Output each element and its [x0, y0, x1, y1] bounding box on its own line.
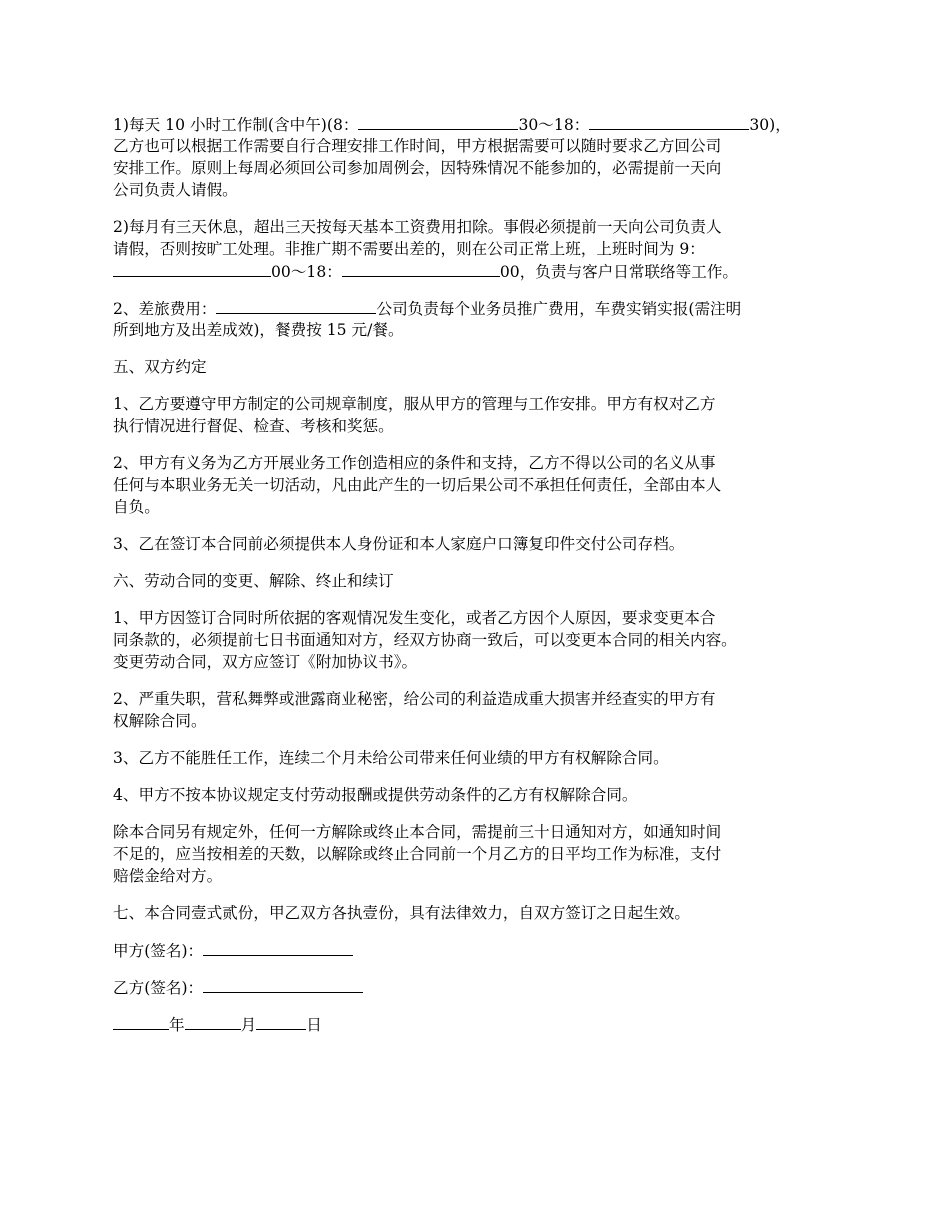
signature-field[interactable]: [203, 939, 353, 956]
text-line: 1、乙方要遵守甲方制定的公司规章制度，服从甲方的管理与工作安排。甲方有权对乙方: [113, 395, 716, 413]
day-label: 日: [306, 1016, 322, 1034]
text-segment: 2、差旅费用：: [113, 300, 217, 318]
year-field[interactable]: [113, 1013, 169, 1030]
text-line: 3、乙在签订本合同前必须提供本人身份证和本人家庭户口簿复印件交付公司存档。: [113, 535, 685, 553]
signature-label: 乙方(签名)：: [113, 979, 204, 997]
text-segment: 00，负责与客户日常联络等工作。: [499, 263, 739, 281]
fill-in-blank[interactable]: [113, 260, 271, 277]
fill-in-blank[interactable]: [216, 297, 376, 314]
heading-text: 五、双方约定: [113, 358, 207, 376]
fill-in-blank[interactable]: [342, 260, 500, 277]
text-segment: 30)，: [749, 116, 791, 134]
signature-field[interactable]: [203, 976, 363, 993]
text-line: 同条款的，必须提前七日书面通知对方，经双方协商一致后，可以变更本合同的相关内容。: [113, 631, 737, 649]
text-line: 2)每月有三天休息，超出三天按每天基本工资费用扣除。事假必须提前一天向公司负责人: [113, 218, 722, 236]
document-page: [113, 113, 853, 1050]
signature-party-b: [113, 976, 853, 998]
heading-text: 七、本合同壹式贰份，甲乙双方各执壹份，具有法律效力，自双方签订之日起生效。: [113, 904, 690, 922]
text-line: 安排工作。原则上每周必须回公司参加周例会，因特殊情况不能参加的，必需提前一天向: [113, 159, 722, 177]
fill-in-blank[interactable]: [589, 113, 749, 130]
text-line: 2、甲方有义务为乙方开展业务工作创造相应的条件和支持，乙方不得以公司的名义从事: [113, 454, 716, 472]
text-line: 任何与本职业务无关一切活动，凡由此产生的一切后果公司不承担任何责任，全部由本人: [113, 476, 722, 494]
text-line: 除本合同另有规定外，任何一方解除或终止本合同，需提前三十日通知对方，如通知时间: [113, 823, 722, 841]
heading-text: 六、劳动合同的变更、解除、终止和续订: [113, 572, 394, 590]
text-line: 乙方也可以根据工作需要自行合理安排工作时间，甲方根据需要可以随时要求乙方回公司: [113, 137, 722, 155]
section-heading-5: [113, 356, 853, 378]
paragraph-contract-change: [113, 607, 853, 673]
text-line: 1、甲方因签订合同时所依据的客观情况发生变化，或者乙方因个人原因，要求变更本合: [113, 609, 716, 627]
fill-in-blank[interactable]: [358, 113, 518, 130]
text-line: [113, 297, 853, 319]
year-label: 年: [169, 1016, 185, 1034]
text-line: [113, 113, 853, 135]
text-line: 赔偿金给对方。: [113, 867, 223, 885]
paragraph-misconduct: [113, 688, 853, 732]
text-line: [113, 1013, 853, 1035]
text-line: 4、甲方不按本协议规定支付劳动报酬或提供劳动条件的乙方有权解除合同。: [113, 786, 638, 804]
section-heading-7: [113, 902, 853, 924]
text-line: [113, 976, 853, 998]
paragraph-travel-expenses: [113, 297, 853, 341]
paragraph-rest-days: [113, 216, 853, 282]
day-field[interactable]: [256, 1013, 306, 1030]
text-segment: 00～18：: [271, 263, 342, 281]
paragraph-notice-period: [113, 821, 853, 887]
text-segment: 公司负责每个业务员推广费用，车费实销实报(需注明: [376, 300, 742, 318]
text-line: [113, 260, 853, 282]
text-line: 权解除合同。: [113, 712, 207, 730]
paragraph-employer-breach: [113, 784, 853, 806]
paragraph-incompetence: [113, 747, 853, 769]
text-line: 2、严重失职，营私舞弊或泄露商业秘密，给公司的利益造成重大损害并经查实的甲方有: [113, 690, 716, 708]
paragraph-rules: [113, 393, 853, 437]
text-line: 自负。: [113, 498, 160, 516]
paragraph-documents: [113, 533, 853, 555]
paragraph-work-hours: [113, 113, 853, 201]
text-line: 所到地方及出差成效)，餐费按 15 元/餐。: [113, 321, 404, 339]
date-line: [113, 1013, 853, 1035]
signature-label: 甲方(签名)：: [113, 942, 204, 960]
text-segment: 30～18：: [518, 116, 590, 134]
text-line: 请假，否则按旷工处理。非推广期不需要出差的，则在公司正常上班，上班时间为 9：: [113, 240, 705, 258]
section-heading-6: [113, 570, 853, 592]
month-label: 月: [240, 1016, 257, 1034]
signature-party-a: [113, 939, 853, 961]
month-field[interactable]: [185, 1013, 241, 1030]
text-line: 执行情况进行督促、检查、考核和奖惩。: [113, 417, 394, 435]
text-line: 公司负责人请假。: [113, 181, 238, 199]
text-line: 3、乙方不能胜任工作，连续二个月未给公司带来任何业绩的甲方有权解除合同。: [113, 749, 669, 767]
text-line: [113, 939, 853, 961]
text-segment: 1)每天 10 小时工作制(含中午)(8：: [113, 116, 359, 134]
paragraph-obligations: [113, 452, 853, 518]
text-line: 不足的，应当按相差的天数，以解除或终止合同前一个月乙方的日平均工作为标准，支付: [113, 845, 722, 863]
text-line: 变更劳动合同，双方应签订《附加协议书》。: [113, 653, 418, 671]
